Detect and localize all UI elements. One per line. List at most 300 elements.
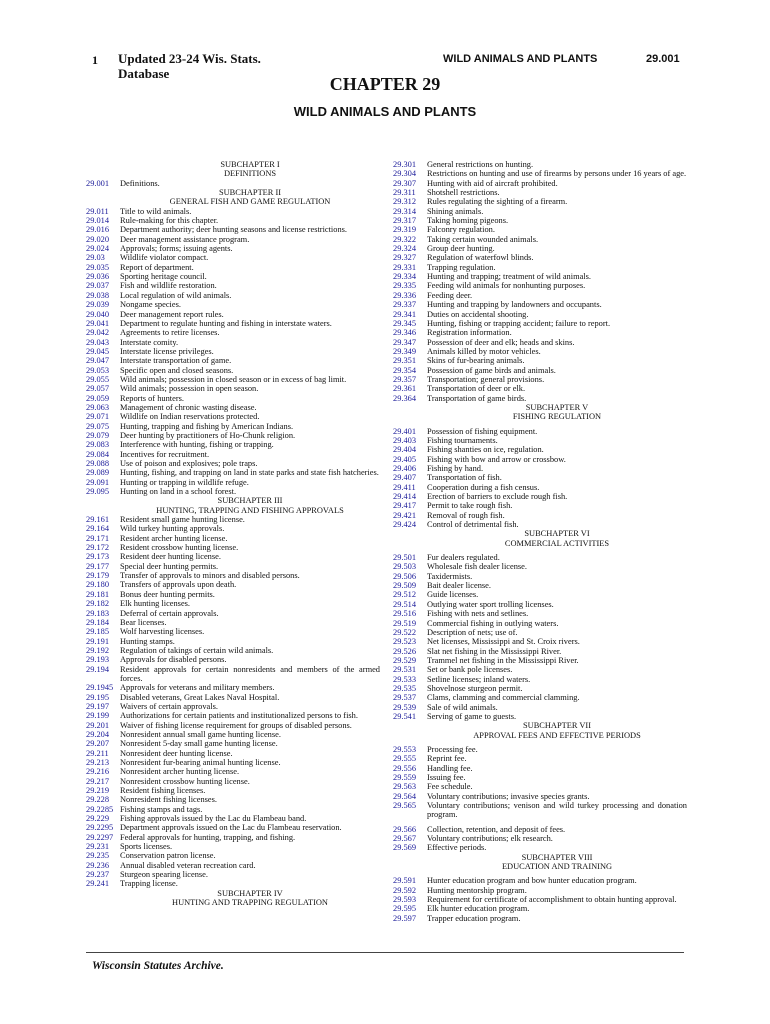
- section-number-link[interactable]: 29.312: [393, 197, 417, 207]
- section-entry: [86, 609, 380, 618]
- section-number-link[interactable]: 29.063: [86, 402, 110, 412]
- section-number-link[interactable]: 29.327: [393, 253, 417, 263]
- section-number-link[interactable]: 29.2297: [86, 832, 114, 842]
- section-number-link[interactable]: 29.417: [393, 501, 417, 511]
- section-number-link[interactable]: 29.053: [86, 365, 110, 375]
- section-title: Hunting on land in a school forest.: [120, 487, 237, 497]
- section-number-link[interactable]: 29.336: [393, 290, 417, 300]
- section-number-link[interactable]: 29.564: [393, 791, 417, 801]
- section-number-link[interactable]: 29.173: [86, 552, 110, 562]
- section-title: Incentives for recruitment.: [120, 449, 210, 459]
- section-entry: [86, 356, 380, 365]
- section-title: Hunting stamps.: [120, 636, 175, 646]
- section-entry: [86, 403, 380, 412]
- section-entry: [86, 384, 380, 393]
- section-number-link[interactable]: 29.161: [86, 515, 110, 525]
- section-entry: [393, 825, 687, 834]
- section-number-link[interactable]: 29.016: [86, 225, 110, 235]
- section-number-link[interactable]: 29.043: [86, 337, 110, 347]
- section-number-link[interactable]: 29.351: [393, 356, 417, 366]
- section-entry: [393, 455, 687, 464]
- section-number-link[interactable]: 29.304: [393, 169, 417, 179]
- section-number-link[interactable]: 29.301: [393, 160, 417, 169]
- source-line-1: Updated 23-24 Wis. Stats.: [118, 51, 261, 66]
- section-number-link[interactable]: 29.199: [86, 711, 110, 721]
- section-title: Taking certain wounded animals.: [427, 234, 539, 244]
- section-number-link[interactable]: 29.213: [86, 758, 110, 767]
- section-title: Wolf harvesting licenses.: [120, 627, 205, 637]
- section-title: Voluntary contributions; elk research.: [427, 834, 553, 844]
- section-title: Federal approvals for hunting, trapping, and fishing.: [120, 832, 296, 842]
- section-title: Bonus deer hunting permits.: [120, 589, 215, 599]
- section-number-link[interactable]: 29.516: [393, 609, 417, 619]
- section-number-link[interactable]: 29.084: [86, 449, 110, 459]
- section-title: Interstate comity.: [120, 337, 179, 347]
- section-number-link[interactable]: 29.346: [393, 328, 417, 338]
- page-number: 1: [92, 53, 98, 67]
- section-entry: [393, 347, 687, 356]
- section-title: Report of department.: [120, 262, 194, 272]
- section-title: Nonresident fur-bearing animal hunting license.: [120, 758, 281, 767]
- section-number-link[interactable]: 29.079: [86, 430, 110, 440]
- section-number-link[interactable]: 29.095: [86, 487, 110, 497]
- section-number-link[interactable]: 29.514: [393, 599, 417, 609]
- section-title: Fish and wildlife restoration.: [120, 281, 217, 291]
- section-number-link[interactable]: 29.361: [393, 384, 417, 394]
- section-number-link[interactable]: 29.591: [393, 876, 417, 886]
- section-title: Nonresident crossbow hunting license.: [120, 776, 250, 786]
- subchapter-heading: SUBCHAPTER VI: [524, 529, 590, 539]
- section-title: Effective periods.: [427, 843, 487, 853]
- section-entry: [393, 169, 687, 178]
- section-number-link[interactable]: 29.180: [86, 580, 110, 590]
- section-number-link[interactable]: 29.523: [393, 637, 417, 647]
- section-number-link[interactable]: 29.559: [393, 773, 417, 782]
- section-title: Resident small game hunting license.: [120, 515, 245, 525]
- subchapter-heading: DEFINITIONS: [223, 169, 277, 179]
- section-title: Feeding wild animals for nonhunting purposes.: [427, 281, 586, 291]
- section-number-link[interactable]: 29.071: [86, 412, 110, 422]
- section-number-link[interactable]: 29.592: [393, 885, 417, 895]
- section-entry: [393, 272, 687, 281]
- section-number-link[interactable]: 29.037: [86, 281, 110, 291]
- section-number-link[interactable]: 29.364: [393, 393, 417, 403]
- section-title: Regulation of takings of certain wild animals.: [120, 645, 274, 655]
- section-title: Fishing approvals issued by the Lac du Flambeau band.: [120, 814, 307, 824]
- section-number-link[interactable]: 29.1945: [86, 683, 114, 693]
- section-title: Interstate transportation of game.: [120, 356, 232, 366]
- section-title: Wild animals; possession in open season.: [120, 384, 259, 394]
- section-entry: [393, 291, 687, 300]
- section-title: Shotshell restrictions.: [427, 188, 500, 198]
- section-entry: [86, 375, 380, 384]
- section-title: Guide licenses.: [427, 590, 479, 600]
- section-entry: [393, 225, 687, 234]
- section-number-link[interactable]: 29.041: [86, 318, 110, 328]
- section-title: Interference with hunting, fishing or trapping.: [120, 440, 274, 450]
- section-number-link[interactable]: 29.035: [86, 262, 110, 272]
- section-entry: [86, 552, 380, 561]
- section-entry: [393, 590, 687, 599]
- section-title: Waiver of fishing license requirement for groups of disabled persons.: [120, 720, 352, 730]
- section-number-link[interactable]: 29.335: [393, 281, 417, 291]
- section-number-link[interactable]: 29.506: [393, 571, 417, 581]
- section-number-link[interactable]: 29.193: [86, 655, 110, 665]
- section-number-link[interactable]: 29.307: [393, 178, 417, 188]
- section-entry: [393, 712, 687, 721]
- section-entry: [393, 310, 687, 319]
- section-number-link[interactable]: 29.216: [86, 767, 110, 777]
- section-title: Local regulation of wild animals.: [120, 290, 232, 300]
- section-entry: [86, 281, 380, 290]
- section-number-link[interactable]: 29.404: [393, 445, 417, 455]
- section-number-link[interactable]: 29.533: [393, 674, 417, 684]
- section-number-link[interactable]: 29.405: [393, 454, 417, 464]
- section-entry: [393, 281, 687, 290]
- section-title: Fishing stamps and tags.: [120, 804, 203, 814]
- section-entry: [393, 375, 687, 384]
- section-number-link[interactable]: 29.357: [393, 374, 417, 384]
- section-title: Issuing fee.: [427, 773, 466, 782]
- section-title: Registration information.: [427, 328, 512, 338]
- section-number-link[interactable]: 29.217: [86, 776, 110, 786]
- section-entry: [86, 627, 380, 636]
- section-title: Transportation of fish.: [427, 473, 502, 483]
- section-title: Possession of fishing equipment.: [427, 426, 538, 436]
- section-entry: [393, 745, 687, 754]
- section-entry: [86, 580, 380, 589]
- section-number-link[interactable]: 29.207: [86, 739, 110, 749]
- section-number-link[interactable]: 29.526: [393, 646, 417, 656]
- section-number-link[interactable]: 29.535: [393, 683, 417, 693]
- section-number-link[interactable]: 29.324: [393, 244, 417, 254]
- section-number-link[interactable]: 29.529: [393, 655, 417, 665]
- section-number-link[interactable]: 29.011: [86, 206, 109, 216]
- section-number-link[interactable]: 29.595: [393, 904, 417, 914]
- section-title: Transfer of approvals to minors and disabled persons.: [120, 571, 300, 581]
- section-entry: [86, 646, 380, 655]
- section-entry: [393, 464, 687, 473]
- section-number-link[interactable]: 29.201: [86, 720, 110, 730]
- section-number-link[interactable]: 29.171: [86, 533, 110, 543]
- section-title: Agreements to retire licenses.: [120, 328, 220, 338]
- section-number-link[interactable]: 29.059: [86, 393, 110, 403]
- section-title: Hunting mentorship program.: [427, 885, 527, 895]
- section-title: Taxidermists.: [427, 571, 473, 581]
- left-column: [86, 160, 380, 908]
- subchapter-heading: HUNTING AND TRAPPING REGULATION: [172, 898, 328, 908]
- section-title: Feeding deer.: [427, 290, 473, 300]
- section-number-link[interactable]: 29.237: [86, 870, 110, 880]
- section-entry: [86, 777, 380, 786]
- section-number-link[interactable]: 29.231: [86, 842, 110, 852]
- subchapter-heading: EDUCATION AND TRAINING: [501, 862, 613, 872]
- section-number-link[interactable]: 29.566: [393, 824, 417, 834]
- section-title: Fishing with nets and setlines.: [427, 609, 529, 619]
- section-entry: [86, 870, 380, 879]
- subchapter-heading: SUBCHAPTER II: [218, 188, 282, 198]
- section-title: Nonresident 5-day small game hunting license.: [120, 739, 278, 749]
- section-entry: [393, 904, 687, 913]
- section-entry: [86, 431, 380, 440]
- section-entry: [393, 384, 687, 393]
- section-entry: [86, 235, 380, 244]
- section-title: Fishing shanties on ice, regulation.: [427, 445, 544, 455]
- section-number-link[interactable]: 29.195: [86, 692, 110, 702]
- section-title: Hunter education program and bow hunter education program.: [427, 876, 637, 886]
- section-entry: [393, 562, 687, 571]
- section-title: Handling fee.: [427, 763, 473, 773]
- section-number-link[interactable]: 29.522: [393, 627, 417, 637]
- section-title: Shining animals.: [427, 206, 484, 216]
- section-number-link[interactable]: 29.181: [86, 589, 110, 599]
- section-number-link[interactable]: 29.414: [393, 492, 417, 502]
- section-number-link[interactable]: 29.001: [86, 178, 110, 188]
- section-title: Removal of rough fish.: [427, 510, 505, 520]
- section-number-link[interactable]: 29.341: [393, 309, 417, 319]
- section-title: Trapping license.: [120, 879, 178, 889]
- section-number-link[interactable]: 29.040: [86, 309, 110, 319]
- section-entry: [393, 684, 687, 693]
- section-entry: [86, 665, 380, 684]
- section-title: Duties on accidental shooting.: [427, 309, 529, 319]
- section-entry: [393, 473, 687, 482]
- section-number-link[interactable]: 29.501: [393, 553, 417, 563]
- section-number-link[interactable]: 29.512: [393, 590, 417, 600]
- section-number-link[interactable]: 29.334: [393, 272, 417, 282]
- section-number-link[interactable]: 29.235: [86, 851, 110, 861]
- section-title: Hunting or trapping in wildlife refuge.: [120, 477, 249, 487]
- section-entry: [393, 914, 687, 923]
- section-entry: [86, 767, 380, 776]
- section-number-link[interactable]: 29.192: [86, 645, 110, 655]
- section-number-link[interactable]: 29.183: [86, 608, 110, 618]
- section-number-link[interactable]: 29.2295: [86, 823, 114, 833]
- section-title: Transportation; general provisions.: [427, 374, 545, 384]
- section-number-link[interactable]: 29.089: [86, 468, 110, 478]
- section-title: Hunting, fishing or trapping accident; failure to report.: [427, 318, 611, 328]
- section-title: Management of chronic wasting disease.: [120, 402, 257, 412]
- right-column: [393, 160, 687, 923]
- section-title: Regulation of waterfowl blinds.: [427, 253, 534, 263]
- section-number-link[interactable]: 29.407: [393, 473, 417, 483]
- section-title: Hunting and trapping by landowners and occupants.: [427, 300, 602, 310]
- section-entry: [393, 160, 687, 169]
- section-entry: [86, 244, 380, 253]
- section-number-link[interactable]: 29.236: [86, 860, 110, 870]
- section-entry: [86, 366, 380, 375]
- section-number-link[interactable]: 29.020: [86, 234, 110, 244]
- section-entry: [86, 590, 380, 599]
- section-number-link[interactable]: 29.317: [393, 216, 417, 226]
- section-number-link[interactable]: 29.191: [86, 636, 110, 646]
- section-number-link[interactable]: 29.539: [393, 702, 417, 712]
- section-number-link[interactable]: 29.184: [86, 617, 110, 627]
- section-entry: [86, 459, 380, 468]
- section-title: Transportation of deer or elk.: [427, 384, 526, 394]
- section-entry: [393, 492, 687, 501]
- section-entry: [393, 773, 687, 782]
- section-number-link[interactable]: 29.177: [86, 561, 110, 571]
- section-number-link[interactable]: 29.319: [393, 225, 417, 235]
- running-head: WILD ANIMALS AND PLANTS: [443, 53, 598, 65]
- section-title: Fur dealers regulated.: [427, 553, 500, 563]
- section-number-link[interactable]: 29.563: [393, 782, 417, 792]
- section-title: Title to wild animals.: [120, 206, 192, 216]
- section-title: Description of nets; use of.: [427, 627, 518, 637]
- section-entry: [86, 487, 380, 496]
- section-number-link[interactable]: 29.597: [393, 913, 417, 923]
- section-entry: [393, 792, 687, 801]
- section-number-link[interactable]: 29.241: [86, 879, 110, 889]
- section-number-link[interactable]: 29.314: [393, 206, 417, 216]
- section-title: Wild turkey hunting approvals.: [120, 524, 225, 534]
- section-number-link[interactable]: 29.172: [86, 543, 110, 553]
- section-entry: [86, 683, 380, 692]
- subchapter-heading: APPROVAL FEES AND EFFECTIVE PERIODS: [473, 730, 641, 740]
- section-entry: [86, 179, 380, 188]
- subchapter-heading: GENERAL FISH AND GAME REGULATION: [169, 197, 331, 207]
- section-title: Net licenses, Mississippi and St. Croix rivers.: [427, 637, 580, 647]
- subchapter-heading: COMMERCIAL ACTIVITIES: [504, 538, 610, 548]
- section-number-link[interactable]: 29.349: [393, 346, 417, 356]
- section-number-link[interactable]: 29.537: [393, 693, 417, 703]
- section-number-link[interactable]: 29.014: [86, 216, 110, 226]
- source-line-2: Database: [118, 66, 170, 81]
- section-entry: [393, 216, 687, 225]
- section-number-link[interactable]: 29.553: [393, 744, 417, 754]
- section-title: Group deer hunting.: [427, 244, 495, 254]
- footer-divider: [86, 952, 684, 953]
- section-number-link[interactable]: 29.337: [393, 300, 417, 310]
- subchapter-heading: FISHING REGULATION: [512, 412, 602, 422]
- section-number-link[interactable]: 29.038: [86, 290, 110, 300]
- section-entry: [393, 188, 687, 197]
- section-number-link[interactable]: 29.411: [393, 482, 416, 492]
- section-title: Resident crossbow hunting license.: [120, 543, 239, 553]
- section-number-link[interactable]: 29.083: [86, 440, 110, 450]
- section-number-link[interactable]: 29.403: [393, 435, 417, 445]
- subchapter-heading: SUBCHAPTER VIII: [521, 852, 593, 862]
- section-number-link[interactable]: 29.055: [86, 374, 110, 384]
- section-number-link[interactable]: 29.509: [393, 581, 417, 591]
- section-entry: [393, 886, 687, 895]
- section-title: Restrictions on hunting and use of firearms by persons under 16 years of age.: [427, 169, 687, 179]
- section-entry: [393, 801, 687, 820]
- subchapter-heading: SUBCHAPTER VII: [522, 721, 592, 731]
- section-number-link[interactable]: 29.345: [393, 318, 417, 328]
- section-number-link[interactable]: 29.088: [86, 459, 110, 468]
- section-entry: [86, 422, 380, 431]
- chapter-number: CHAPTER 29: [329, 74, 441, 94]
- section-number-link[interactable]: 29.047: [86, 356, 110, 366]
- section-title: Reprint fee.: [427, 754, 467, 764]
- section-number-link[interactable]: 29.194: [86, 664, 110, 674]
- section-title: Serving of game to guests.: [427, 711, 517, 721]
- section-number-link[interactable]: 29.354: [393, 365, 417, 375]
- section-entry: [86, 693, 380, 702]
- section-entry: [393, 693, 687, 702]
- section-number-link[interactable]: 29.556: [393, 763, 417, 773]
- section-number-link[interactable]: 29.555: [393, 754, 417, 764]
- section-entry: [86, 814, 380, 823]
- section-number-link[interactable]: 29.03: [86, 253, 105, 263]
- section-number-link[interactable]: 29.322: [393, 234, 417, 244]
- section-number-link[interactable]: 29.204: [86, 729, 110, 739]
- section-number-link[interactable]: 29.331: [393, 262, 417, 272]
- section-title: Hunting and trapping; treatment of wild animals.: [427, 272, 591, 282]
- section-number-link[interactable]: 29.219: [86, 786, 110, 796]
- section-entry: [393, 263, 687, 272]
- section-title: Approvals for disabled persons.: [120, 655, 227, 665]
- section-number-link[interactable]: 29.503: [393, 562, 417, 572]
- section-number-link[interactable]: 29.075: [86, 421, 110, 431]
- section-number-link[interactable]: 29.541: [393, 711, 417, 721]
- section-title: Set or bank pole licenses.: [427, 665, 513, 675]
- section-entry: [86, 861, 380, 870]
- section-entry: [86, 758, 380, 767]
- section-title: Requirement for certificate of accomplishment to obtain hunting approval.: [427, 895, 677, 905]
- section-entry: [393, 782, 687, 791]
- section-number-link[interactable]: 29.091: [86, 477, 110, 487]
- section-entry: [393, 581, 687, 590]
- section-title: Resident archer hunting license.: [120, 533, 228, 543]
- section-number-link[interactable]: 29.424: [393, 520, 417, 530]
- section-number-link[interactable]: 29.039: [86, 300, 110, 310]
- section-title: Definitions.: [120, 178, 160, 188]
- section-entry: [393, 656, 687, 665]
- section-number-link[interactable]: 29.024: [86, 244, 110, 254]
- section-number-link[interactable]: 29.036: [86, 272, 110, 282]
- section-entry: [86, 721, 380, 730]
- section-number-link[interactable]: 29.421: [393, 510, 417, 520]
- section-number-link[interactable]: 29.229: [86, 814, 110, 824]
- section-number-link[interactable]: 29.211: [86, 748, 109, 758]
- section-entry: [86, 879, 380, 888]
- section-number-link[interactable]: 29.565: [393, 801, 417, 811]
- section-title: Sports licenses.: [120, 842, 173, 852]
- section-number-link[interactable]: 29.179: [86, 571, 110, 581]
- section-title: Use of poison and explosives; pole traps.: [120, 459, 258, 468]
- section-title: Elk hunting licenses.: [120, 599, 191, 609]
- section-number-link[interactable]: 29.347: [393, 337, 417, 347]
- section-number-link[interactable]: 29.2285: [86, 804, 114, 814]
- section-number-link[interactable]: 29.185: [86, 627, 110, 637]
- section-number-link[interactable]: 29.045: [86, 346, 110, 356]
- section-title: Clams, clamming and commercial clamming.: [427, 693, 580, 703]
- section-number-link[interactable]: 29.567: [393, 834, 417, 844]
- section-number-link[interactable]: 29.401: [393, 426, 417, 436]
- section-number-link[interactable]: 29.057: [86, 384, 110, 394]
- section-title: Wildlife violator compact.: [120, 253, 209, 263]
- section-number-link[interactable]: 29.164: [86, 524, 110, 534]
- section-number-link[interactable]: 29.182: [86, 599, 110, 609]
- section-number-link[interactable]: 29.228: [86, 795, 110, 805]
- section-number-link[interactable]: 29.593: [393, 895, 417, 905]
- section-number-link[interactable]: 29.569: [393, 843, 417, 853]
- section-number-link[interactable]: 29.531: [393, 665, 417, 675]
- section-entry: [393, 572, 687, 581]
- section-number-link[interactable]: 29.197: [86, 701, 110, 711]
- section-number-link[interactable]: 29.406: [393, 464, 417, 473]
- section-title: Department to regulate hunting and fishing in interstate waters.: [120, 318, 332, 328]
- section-number-link[interactable]: 29.519: [393, 618, 417, 628]
- section-number-link[interactable]: 29.042: [86, 328, 110, 338]
- section-title: Annual disabled veteran recreation card.: [120, 860, 256, 870]
- section-number-link[interactable]: 29.311: [393, 188, 416, 198]
- section-title: Shovelnose sturgeon permit.: [427, 683, 523, 693]
- section-entry: [86, 207, 380, 216]
